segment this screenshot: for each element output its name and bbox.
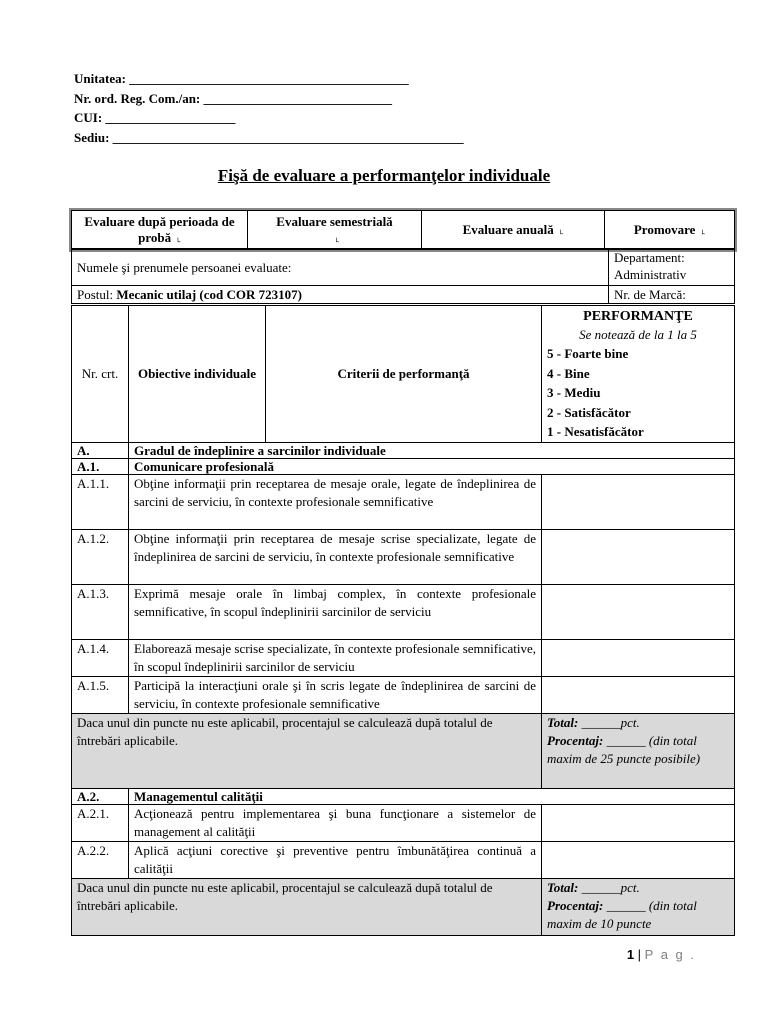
- performante-heading: PERFORMANŢE: [583, 309, 693, 324]
- row-criterion: Aplică acţiuni corective şi preventive pentru îmbunătăţirea continuă a calităţii: [129, 841, 542, 878]
- table-row: [72, 529, 735, 584]
- checkbox-icon[interactable]: ˪: [559, 224, 564, 237]
- option-promovare[interactable]: Promovare ˪: [605, 211, 735, 250]
- level-1: 1 - Nesatisfăcător: [547, 424, 644, 439]
- sediu-line: Sediu: ______________________________________________________: [74, 129, 464, 145]
- level-4: 4 - Bine: [547, 365, 590, 381]
- section-title: Gradul de îndeplinire a sarcinilor individuale: [129, 442, 735, 458]
- table-row: [72, 584, 735, 639]
- level-2: 2 - Satisfăcător: [547, 404, 631, 420]
- score-cell[interactable]: [542, 584, 735, 639]
- section-title: Managementul calităţii: [129, 788, 735, 804]
- row-criterion: Participă la interacţiuni orale şi în scris legate de îndeplinirea de sarcini de serviciu, în contexte profesionale semnificative: [129, 676, 542, 713]
- table-row: [72, 639, 735, 676]
- score-cell[interactable]: [542, 841, 735, 878]
- evaluation-type-table: [71, 210, 735, 250]
- score-cell[interactable]: [542, 639, 735, 676]
- col-criterii: Criterii de performanţă: [266, 306, 542, 443]
- table-row: [72, 676, 735, 713]
- score-cell[interactable]: [542, 474, 735, 529]
- summary-totals: Total: ______pct. Procentaj: ______ (din total maxim de 25 puncte posibile): [542, 713, 735, 788]
- section-row: [72, 458, 735, 474]
- summary-note: Daca unul din puncte nu este aplicabil, procentajul se calculează după totalul de întrebări aplicabile.: [72, 878, 542, 935]
- section-row: [72, 442, 735, 458]
- option-perioada-proba[interactable]: Evaluare după perioada de probă ˪: [72, 211, 248, 250]
- row-code: A.2.2.: [72, 841, 129, 878]
- table-row: [72, 474, 735, 529]
- row-code: A.1.4.: [72, 639, 129, 676]
- col-obiective: Obiective individuale: [129, 306, 266, 443]
- unitatea-line: Unitatea: ___________________________________________: [74, 71, 409, 86]
- row-code: A.1.1.: [72, 474, 129, 529]
- departament-field: Departament: Administrativ: [609, 249, 735, 286]
- page-number: 1: [626, 947, 635, 962]
- row-code: A.1.5.: [72, 676, 129, 713]
- level-3: 3 - Mediu: [547, 385, 601, 400]
- row-criterion: Obţine informaţii prin receptarea de mesaje scrise specializate, legate de îndeplinirea de sarcini de serviciu, în contexte profesionale semnificative: [129, 529, 542, 584]
- level-5: 5 - Foarte bine: [547, 346, 629, 361]
- score-cell[interactable]: [542, 676, 735, 713]
- section-title: Comunicare profesională: [129, 458, 735, 474]
- section-code: A.: [72, 442, 129, 458]
- nr-ord-line: Nr. ord. Reg. Com./an: _____________________________: [74, 90, 393, 106]
- page-footer: 1 | P a g .: [626, 947, 696, 962]
- summary-row: [72, 878, 735, 935]
- col-performante: [542, 306, 735, 443]
- checkbox-icon[interactable]: ˪: [335, 232, 340, 245]
- table-row: [72, 804, 735, 841]
- col-nr-crt: Nr. crt.: [72, 306, 129, 443]
- document-title: Fişă de evaluare a performanţelor individuale: [217, 166, 551, 185]
- table-row: [72, 841, 735, 878]
- score-cell[interactable]: [542, 529, 735, 584]
- evaluation-table: [71, 305, 735, 936]
- nume-field[interactable]: Numele şi prenumele persoanei evaluate:: [72, 249, 609, 286]
- section-code: A.2.: [72, 788, 129, 804]
- row-criterion: Exprimă mesaje orale în limbaj complex, în contexte profesionale semnificative, în scopul îndeplinirii sarcinilor de serviciu: [129, 584, 542, 639]
- summary-totals: Total: ______pct. Procentaj: ______ (din total maxim de 10 puncte: [542, 878, 735, 935]
- checkbox-icon[interactable]: ˪: [701, 224, 706, 237]
- option-anuala[interactable]: Evaluare anuală ˪: [422, 211, 605, 250]
- checkbox-icon[interactable]: ˪: [177, 232, 181, 245]
- document-header: [74, 69, 464, 147]
- row-criterion: Elaborează mesaje scrise specializate, în contexte profesionale semnificative, în scopul îndeplinirii sarcinilor de serviciu: [129, 639, 542, 676]
- row-code: A.1.3.: [72, 584, 129, 639]
- section-code: A.1.: [72, 458, 129, 474]
- score-cell[interactable]: [542, 804, 735, 841]
- summary-note: Daca unul din puncte nu este aplicabil, procentajul se calculează după totalul de întrebări aplicabile.: [72, 713, 542, 788]
- row-code: A.1.2.: [72, 529, 129, 584]
- nr-marca-field[interactable]: Nr. de Marcă:: [609, 286, 735, 304]
- row-criterion: Acţionează pentru implementarea şi buna funcţionare a sistemelor de management al calităţii: [129, 804, 542, 841]
- option-semestriala[interactable]: Evaluare semestrială ˪: [248, 211, 422, 250]
- employee-info-table: [71, 248, 735, 304]
- section-row: [72, 788, 735, 804]
- cui-line: CUI: ____________________: [74, 110, 236, 125]
- row-criterion: Obţine informaţii prin receptarea de mesaje orale, legate de îndeplinirea de sarcini de serviciu, în contexte profesionale semnificative: [129, 474, 542, 529]
- summary-row: [72, 713, 735, 788]
- row-code: A.2.1.: [72, 804, 129, 841]
- postul-field: Postul: Mecanic utilaj (cod COR 723107): [72, 286, 609, 304]
- performante-note: Se notează de la 1 la 5: [579, 327, 697, 342]
- page-label: P a g .: [644, 947, 696, 962]
